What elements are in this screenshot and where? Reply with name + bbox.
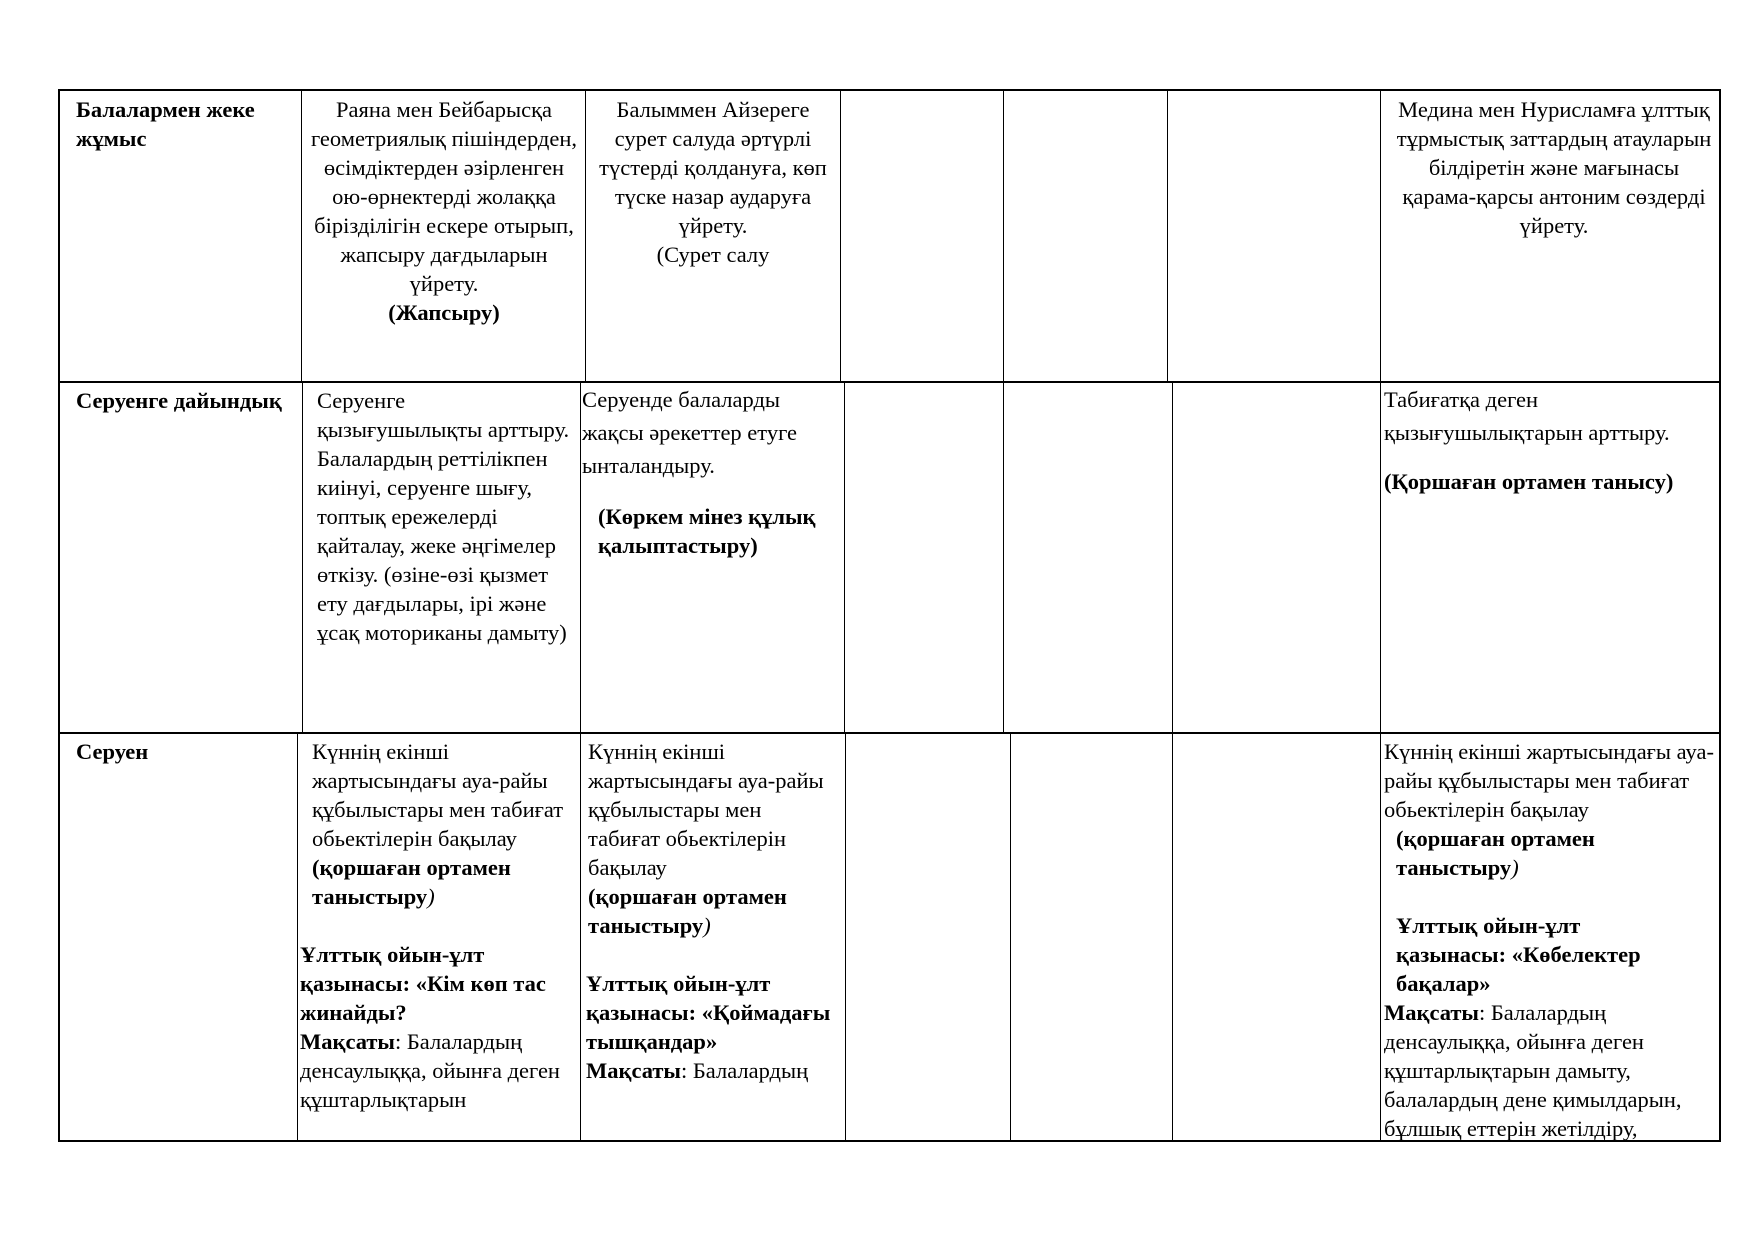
column-divider: [1380, 91, 1381, 381]
cell-text: Серуенде балаларды жақсы әрекеттер етуге ынталандыру.: [582, 387, 797, 478]
column-divider: [1003, 91, 1004, 381]
activity-tag-text: (қоршаған ортамен таныстыру: [312, 855, 511, 909]
column-divider: [585, 91, 586, 381]
cell-text: Күннің екінші жартысындағы ауа-райы құбылыстары мен табиғат обьектілерін бақылау: [1384, 739, 1714, 822]
activity-tag: (Көркем мінез құлық қалыптастыру): [598, 504, 816, 558]
cell-walk-prep-2: [582, 383, 838, 560]
column-divider: [1380, 381, 1381, 732]
column-divider: [845, 732, 846, 1142]
column-divider: [1380, 732, 1381, 1142]
goal-label: Мақсаты: [1384, 1000, 1479, 1025]
row-header: Серуен: [76, 739, 149, 764]
column-divider: [301, 91, 302, 381]
cell-text: Күннің екінші жартысындағы ауа-райы құбылыстары мен табиғат обьектілерін бақылау: [588, 739, 824, 880]
activity-tag: (Қоршаған ортамен танысу): [1384, 469, 1674, 494]
game-title: Ұлттық ойын-ұлт қазынасы: «Қоймадағы тышқандар»: [586, 971, 831, 1054]
goal-body: : Балалардың денсаулыққа, ойынға деген құштарлықтарын дамыту, балалардың дене қимылдарын, бұлшық еттерін жетілдіру,: [1384, 1000, 1682, 1141]
schedule-table: [58, 89, 1721, 1142]
activity-tag: (Сурет салу: [656, 242, 770, 267]
column-divider: [1172, 381, 1173, 732]
row-divider: [60, 732, 1719, 734]
goal-text: [586, 1056, 838, 1085]
column-divider: [840, 91, 841, 381]
goal-body: : Балалардың: [681, 1058, 809, 1083]
cell-individual-work-2: [592, 95, 834, 269]
cell-walk-2: [586, 737, 838, 1085]
row-header: Серуенге дайындық: [76, 388, 282, 413]
game-title: Ұлттық ойын-ұлт қазынасы: «Көбелектер бақалар»: [1396, 913, 1641, 996]
game-title: Ұлттық ойын-ұлт қазынасы: «Кім көп тас жинайды?: [300, 942, 546, 1025]
cell-text: Табиғатқа деген қызығушылықтарын арттыру.: [1384, 387, 1670, 445]
column-divider: [1172, 732, 1173, 1142]
activity-tag-text: (қоршаған ортамен таныстыру: [588, 884, 787, 938]
goal-label: Мақсаты: [586, 1058, 681, 1083]
column-divider: [1010, 732, 1011, 1142]
cell-text: Балыммен Айзереге сурет салуда әртүрлі түстерді қолдануға, көп түске назар аударуға үйрету.: [599, 97, 827, 238]
activity-tag-end: ): [703, 913, 711, 938]
goal-text: [1384, 998, 1720, 1143]
activity-tag: [1384, 824, 1720, 882]
cell-text: Медина мен Нурисламға ұлттық тұрмыстық заттардың атауларын білдіретін және мағынасы қарама-қарсы антоним сөздерді үйрету.: [1396, 97, 1712, 238]
cell-walk-prep-1: [317, 386, 575, 647]
activity-tag: [300, 853, 572, 911]
column-divider: [844, 381, 845, 732]
goal-body: : Балалардың денсаулыққа, ойынға деген құштарлықтарын: [300, 1029, 560, 1112]
column-divider: [1167, 91, 1168, 381]
cell-text: Күннің екінші жартысындағы ауа-райы құбылыстары мен табиғат обьектілерін бақылау: [312, 739, 564, 851]
activity-tag-text: (қоршаған ортамен таныстыру: [1396, 826, 1595, 880]
column-divider: [1003, 381, 1004, 732]
row-header: Балалармен жеке жұмыс: [76, 97, 255, 151]
column-divider: [302, 381, 303, 732]
column-divider: [580, 381, 581, 732]
cell-walk-1: [300, 737, 572, 1114]
cell-walk-6: [1384, 737, 1720, 1143]
activity-tag: (Жапсыру): [388, 300, 500, 325]
cell-individual-work-6: [1390, 95, 1718, 240]
cell-text: Серуенге қызығушылықты арттыру. Балалардың реттілікпен киінуі, серуенге шығу, топтық ережелерді қайталау, жеке әңгімелер өткізу. (өзіне-өзі қызмет ету дағдылары, ірі және ұсақ моториканы дамыту): [317, 388, 570, 645]
goal-text: [300, 1027, 572, 1114]
column-divider: [297, 732, 298, 1142]
activity-tag: [586, 882, 838, 940]
activity-tag-end: ): [1511, 855, 1519, 880]
cell-text: Раяна мен Бейбарысқа геометриялық пішіндерден, өсімдіктерден әзірленген ою-өрнектерді жолаққа бірізділігін ескере отырып, жапсыру дағдыларын үйрету.: [310, 97, 577, 296]
column-divider: [580, 732, 581, 1142]
activity-tag-end: ): [427, 884, 435, 909]
cell-walk-prep-6: [1384, 383, 1718, 498]
cell-individual-work-1: [310, 95, 578, 327]
goal-label: Мақсаты: [300, 1029, 395, 1054]
